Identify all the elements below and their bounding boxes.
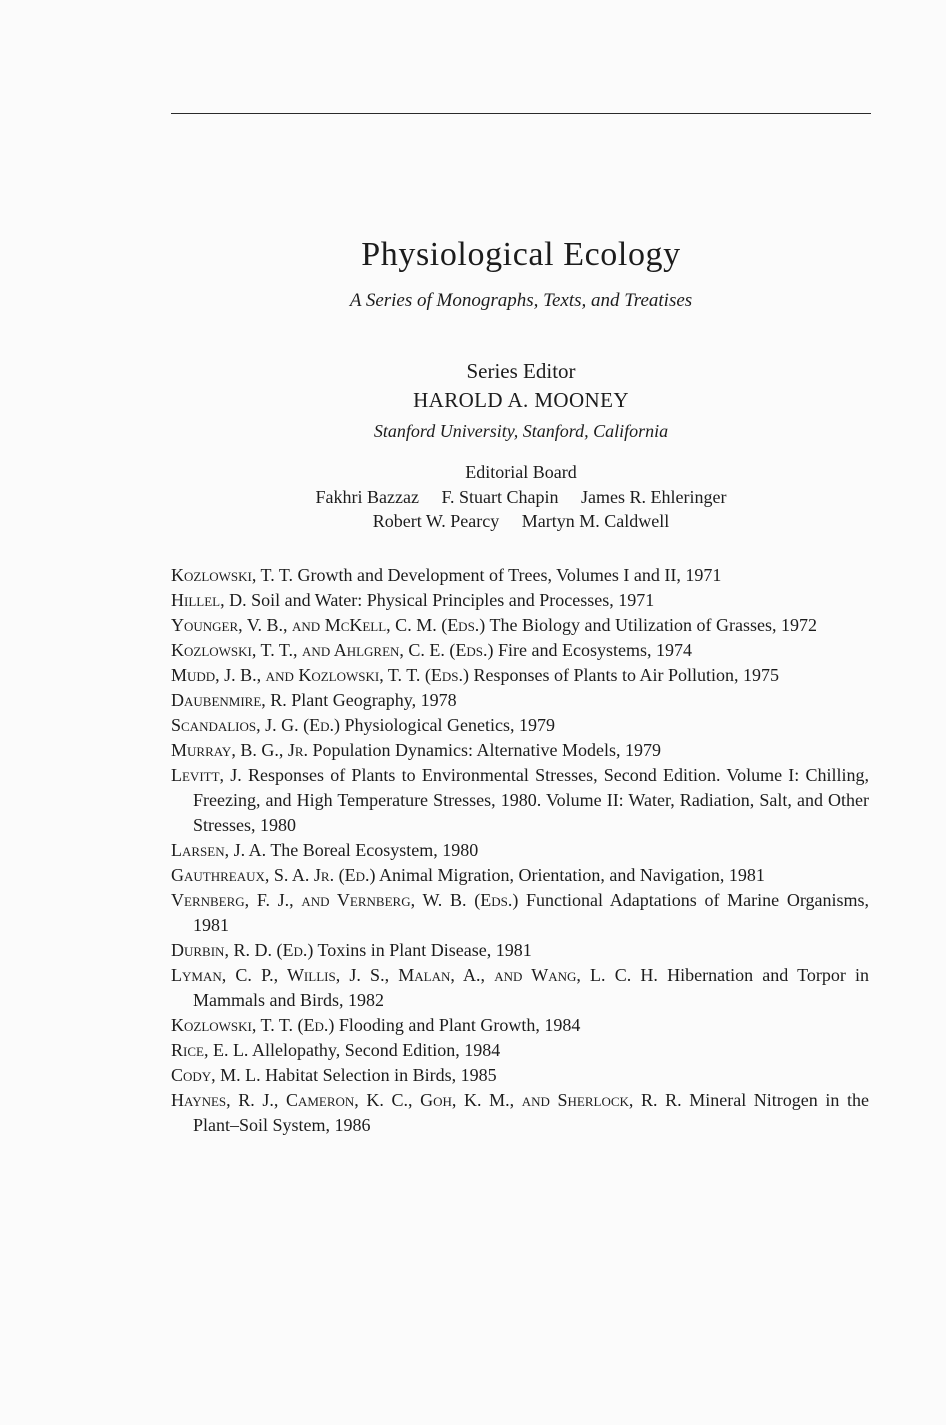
volume-entry [171,1013,869,1038]
volume-title: Population Dynamics: Alternative Models, 1979 [312,740,661,760]
volume-entry [171,638,869,663]
volume-entry [171,588,869,613]
board-member: Fakhri Bazzaz [315,487,419,507]
volume-entry [171,1088,869,1138]
volume-entry [171,863,869,888]
volume-entry [171,563,869,588]
volume-title: Fire and Ecosystems, 1974 [498,640,693,660]
volume-authors: Rice, E. L. [171,1040,249,1060]
top-rule [171,113,871,114]
volume-authors: Durbin, R. D. (Ed.) [171,940,314,960]
volume-title: Animal Migration, Orientation, and Navigation, 1981 [378,865,765,885]
volume-authors: Hillel, D. [171,590,247,610]
volume-title: Responses of Plants to Air Pollution, 1975 [473,665,780,685]
board-member: Martyn M. Caldwell [521,511,670,531]
volume-title: Mineral Nitrogen in the Plant–Soil System, 1986 [193,1090,869,1135]
series-title: Physiological Ecology [361,236,681,273]
volume-title: Functional Adaptations of Marine Organisms, 1981 [193,890,870,935]
volume-title: Habitat Selection in Birds, 1985 [265,1065,497,1085]
volume-entry [171,888,869,938]
volume-authors: Levitt, J. [171,765,242,785]
volume-title: Toxins in Plant Disease, 1981 [317,940,532,960]
volume-title: Responses of Plants to Environmental Stresses, Second Edition. Volume I: Chilling, Freezing, and High Temperature Stresses, 1980. Volume II: Water, Radiation, Salt, and Other Stresses, 1980 [193,765,870,835]
volume-authors: Lyman, C. P., Willis, J. S., Malan, A., and Wang, L. C. H. [171,965,658,985]
volume-title: Plant Geography, 1978 [291,690,457,710]
volume-entry [171,613,869,638]
volume-title: Soil and Water: Physical Principles and Processes, 1971 [251,590,655,610]
volume-title: The Boreal Ecosystem, 1980 [270,840,479,860]
volume-authors: Murray, B. G., Jr. [171,740,308,760]
series-volume-list [171,563,869,1138]
volume-entry [171,688,869,713]
series-editor-label: Series Editor [466,359,576,383]
board-member: Robert W. Pearcy [372,511,500,531]
volume-entry [171,938,869,963]
editorial-board-label: Editorial Board [465,462,577,482]
volume-authors: Daubenmire, R. [171,690,287,710]
volume-title: The Biology and Utilization of Grasses, 1972 [489,615,817,635]
volume-authors: Mudd, J. B., and Kozlowski, T. T. (Eds.) [171,665,469,685]
volume-authors: Haynes, R. J., Cameron, K. C., Goh, K. M., and Sherlock, R. R. [171,1090,682,1110]
volume-authors: Scandalios, J. G. (Ed.) [171,715,340,735]
volume-authors: Kozlowski, T. T. [171,565,294,585]
editorial-board-row [171,509,871,533]
volume-title: Growth and Development of Trees, Volumes I and II, 1971 [297,565,722,585]
volume-title: Physiological Genetics, 1979 [344,715,555,735]
volume-entry [171,763,869,838]
board-member: F. Stuart Chapin [441,487,559,507]
volume-authors: Cody, M. L. [171,1065,261,1085]
volume-authors: Younger, V. B., and McKell, C. M. (Eds.) [171,615,486,635]
volume-authors: Gauthreaux, S. A. Jr. (Ed.) [171,865,376,885]
volume-authors: Kozlowski, T. T., and Ahlgren, C. E. (Eds.) [171,640,494,660]
series-editor-affiliation: Stanford University, Stanford, California [373,421,669,441]
board-member: James R. Ehleringer [581,487,727,507]
volume-entry [171,1063,869,1088]
volume-authors: Larsen, J. A. [171,840,267,860]
volume-title: Allelopathy, Second Edition, 1984 [251,1040,501,1060]
volume-authors: Kozlowski, T. T. (Ed.) [171,1015,335,1035]
editorial-board-row [171,485,871,509]
series-editor-name: HAROLD A. MOONEY [413,388,629,412]
volume-entry [171,663,869,688]
volume-entry [171,838,869,863]
series-subtitle: A Series of Monographs, Texts, and Treatises [349,290,693,311]
volume-title: Hibernation and Torpor in Mammals and Birds, 1982 [193,965,870,1010]
volume-entry [171,738,869,763]
volume-authors: Vernberg, F. J., and Vernberg, W. B. (Eds.) [171,890,519,910]
volume-title: Flooding and Plant Growth, 1984 [338,1015,581,1035]
volume-entry [171,713,869,738]
volume-entry [171,1038,869,1063]
volume-entry [171,963,869,1013]
